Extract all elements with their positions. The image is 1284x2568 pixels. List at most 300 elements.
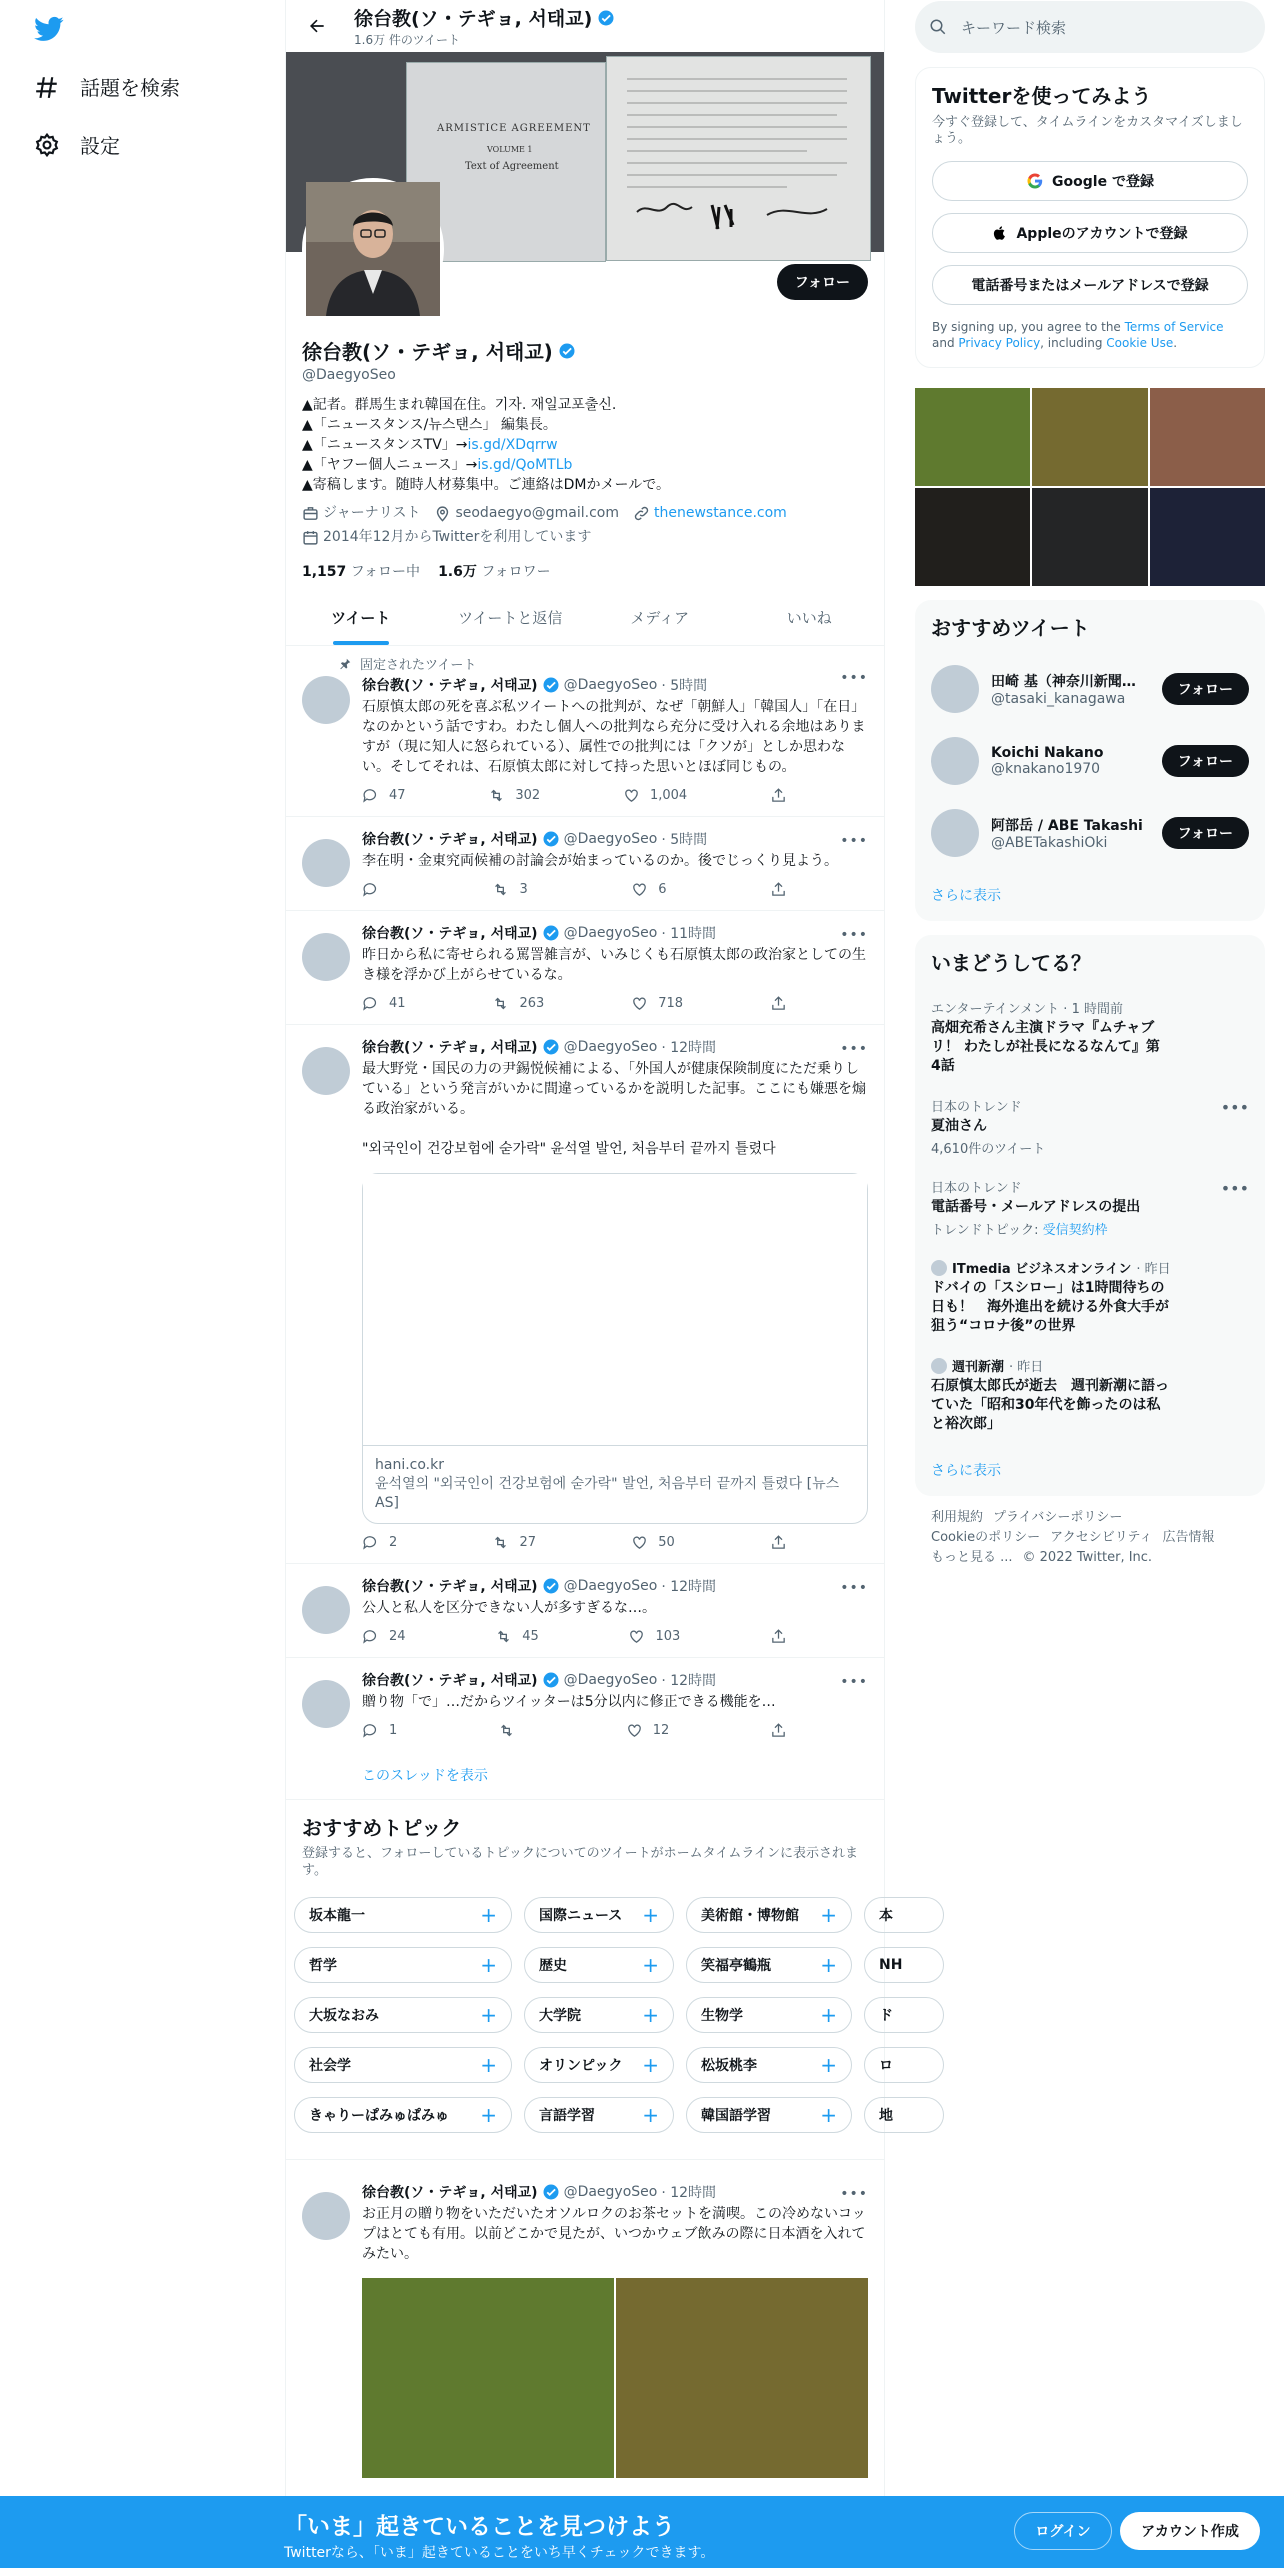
- trend-item[interactable]: [915, 1086, 1265, 1167]
- reply-count: 47: [389, 788, 406, 803]
- banner-signatures-image: [607, 57, 872, 262]
- follow-button[interactable]: フォロー: [777, 264, 868, 300]
- cookie-link[interactable]: Cookie Use: [1106, 336, 1174, 350]
- verified-badge-icon: [542, 1038, 560, 1056]
- plus-icon: +: [642, 2053, 659, 2077]
- topic-chip[interactable]: [686, 1997, 852, 2033]
- topic-chip[interactable]: [864, 2097, 944, 2133]
- footer-cookie-link[interactable]: Cookieのポリシー: [931, 1530, 1041, 1545]
- hashtag-icon: [34, 74, 60, 100]
- profile-joined: 2014年12月からTwitterを利用しています: [323, 529, 592, 545]
- user-avatar[interactable]: [931, 809, 979, 857]
- trends-show-more-link[interactable]: さらに表示: [931, 1463, 1001, 1479]
- apple-icon: [992, 224, 1008, 242]
- signup-legal: [932, 319, 1248, 351]
- topic-chip[interactable]: [524, 1947, 674, 1983]
- trend-item[interactable]: [915, 988, 1265, 1086]
- reply-button[interactable]: [362, 787, 406, 804]
- news-title: 石原慎太郎氏が逝去 週刊新潮に語っていた「昭和30年代を飾ったのは私と裕次郎」: [931, 1378, 1169, 1432]
- retweet-button[interactable]: [488, 787, 540, 804]
- source-avatar: [931, 1260, 947, 1276]
- user-avatar[interactable]: [931, 737, 979, 785]
- share-button[interactable]: [770, 787, 787, 804]
- news-time: · 昨日: [1009, 1360, 1044, 1375]
- profile-bio: [302, 395, 868, 495]
- follow-user-button[interactable]: フォロー: [1162, 817, 1249, 849]
- footer-copyright: © 2022 Twitter, Inc.: [1022, 1550, 1153, 1565]
- reply-button[interactable]: [362, 1534, 397, 1551]
- pinned-label: 固定されたツイート: [360, 658, 477, 673]
- gallery-image[interactable]: [915, 488, 1030, 586]
- link-card-image: [363, 1174, 867, 1446]
- tweet-author-handle: @DaegyoSeo: [563, 925, 658, 941]
- nav-explore-label: 話題を検索: [80, 76, 180, 100]
- tab-tweets-replies[interactable]: ツイートと返信: [458, 609, 563, 627]
- tweet-media-grid[interactable]: [362, 2278, 868, 2478]
- trends-panel: [915, 935, 1265, 1496]
- bio-yahoo-link[interactable]: is.gd/QoMTLb: [477, 457, 573, 473]
- profile-tabs: [286, 590, 884, 646]
- retweet-icon: [492, 881, 509, 898]
- topic-chip[interactable]: [524, 1897, 674, 1933]
- banner-doc-subtitle: Text of Agreement: [465, 161, 559, 172]
- tweet-author-name[interactable]: 徐台教(ソ・テギョ, 서태교): [362, 678, 538, 694]
- retweet-button[interactable]: [492, 881, 527, 898]
- topic-chip[interactable]: [864, 1947, 944, 1983]
- heart-icon: [623, 787, 640, 804]
- google-signup-label: Google で登録: [1052, 174, 1154, 190]
- banner-doc-volume: VOLUME 1: [487, 145, 533, 154]
- tweet-author-handle: @DaegyoSeo: [563, 1578, 658, 1594]
- topic-chip[interactable]: [294, 1947, 512, 1983]
- topic-label: 哲学: [309, 1958, 337, 1974]
- tweet-author-handle: @DaegyoSeo: [563, 1672, 658, 1688]
- tweet-actions: [362, 995, 787, 1012]
- reply-icon: [362, 1722, 379, 1739]
- suggested-user[interactable]: [915, 797, 1265, 869]
- topic-label: 松坂桃李: [701, 2058, 757, 2074]
- plus-icon: +: [642, 2103, 659, 2127]
- follow-user-button[interactable]: フォロー: [1162, 745, 1249, 777]
- tweet-avatar[interactable]: [302, 1680, 350, 1728]
- share-icon: [770, 995, 787, 1012]
- more-options-icon[interactable]: •••: [840, 670, 868, 686]
- gallery-image[interactable]: [1032, 488, 1147, 586]
- arrow-left-icon: [307, 16, 327, 36]
- share-icon: [770, 1722, 787, 1739]
- tweet-text: 石原慎太郎の死を喜ぶ私ツイートへの批判が、なぜ「朝鮮人」「韓国人」「在日」なのかという話ですわ。わたし個人への批判なら充分に受け入れる余地はありますが（現に知人に怒られている）、属性での批判には「クソが」としか思わない。そしてそれは、石原慎太郎に対して持った思いとほぼ同じもの。: [362, 699, 866, 775]
- tweet-item[interactable]: [286, 1658, 884, 1751]
- tweet-timeline: [286, 646, 903, 2490]
- tweet-time[interactable]: · 12時間: [661, 2185, 717, 2201]
- tweet-author-name[interactable]: 徐台教(ソ・テギョ, 서태교): [362, 1579, 538, 1595]
- reply-icon: [362, 995, 379, 1012]
- like-count: 1,004: [649, 788, 688, 803]
- verified-badge-icon: [542, 2183, 560, 2201]
- trends-title: いまどうしてる？: [931, 951, 1091, 975]
- plus-icon: +: [480, 2103, 497, 2127]
- back-button[interactable]: [300, 9, 334, 43]
- topic-chip[interactable]: [864, 1997, 944, 2033]
- retweet-icon: [492, 995, 509, 1012]
- topic-label: きゃりーぱみゅぱみゅ: [309, 2108, 449, 2124]
- google-signup-button[interactable]: [932, 161, 1248, 201]
- legal-text: , including: [1040, 336, 1107, 350]
- plus-icon: +: [820, 2053, 837, 2077]
- bio-line: ▲記者。群馬生まれ韓国在住。기자. 재일교포출신.: [302, 397, 617, 413]
- topic-chip[interactable]: [524, 2047, 674, 2083]
- tweet-item[interactable]: [286, 1564, 884, 1658]
- verified-badge-icon: [542, 676, 560, 694]
- profile-header-bar: [286, 0, 884, 52]
- tweet-author-handle: @DaegyoSeo: [563, 677, 658, 693]
- share-button[interactable]: [770, 995, 787, 1012]
- tweet-text: 贈り物「で」…だからツイッターは5分以内に修正できる機能を…: [362, 1694, 776, 1710]
- topic-label: 大学院: [539, 2008, 581, 2024]
- trend-topic-link[interactable]: 受信契約枠: [1042, 1223, 1108, 1238]
- tweet-avatar[interactable]: [302, 1586, 350, 1634]
- user-handle: @knakano1970: [991, 761, 1101, 777]
- apple-signup-label: Appleのアカウントで登録: [1016, 226, 1188, 242]
- more-options-icon[interactable]: •••: [1220, 1098, 1249, 1117]
- reply-icon: [362, 1628, 379, 1645]
- nav-explore[interactable]: [34, 72, 180, 101]
- retweet-button[interactable]: [495, 1628, 539, 1645]
- tweet-actions: [362, 787, 787, 804]
- bio-tv-link[interactable]: is.gd/XDqrrw: [467, 437, 558, 453]
- topic-chip[interactable]: [294, 1997, 512, 2033]
- trend-category: 日本のトレンド: [931, 1100, 1022, 1115]
- tweet-avatar[interactable]: [302, 933, 350, 981]
- retweet-count: 302: [515, 788, 541, 803]
- trend-title: 夏油さん: [931, 1118, 987, 1134]
- footer-ads-link[interactable]: 広告情報: [1162, 1530, 1215, 1545]
- signup-bottom-bar: [0, 2496, 1284, 2568]
- reply-button[interactable]: [362, 995, 406, 1012]
- tweet-actions: [362, 1722, 787, 1739]
- topic-chip[interactable]: [864, 1897, 944, 1933]
- briefcase-icon: [302, 505, 319, 522]
- tweet-author-handle: @DaegyoSeo: [563, 1039, 658, 1055]
- tweet-avatar[interactable]: [302, 1047, 350, 1095]
- signup-panel: [915, 67, 1265, 368]
- tab-media[interactable]: メディア: [630, 609, 690, 627]
- tweet-author-handle: @DaegyoSeo: [563, 2184, 658, 2200]
- follow-user-button[interactable]: フォロー: [1162, 673, 1249, 705]
- reply-count: 2: [389, 1535, 398, 1550]
- source-avatar: [931, 1358, 947, 1374]
- tweet-time[interactable]: · 5時間: [661, 832, 708, 848]
- share-icon: [770, 1628, 787, 1645]
- trend-category: 日本のトレンド: [931, 1181, 1022, 1196]
- topic-label: 韓国語学習: [701, 2108, 771, 2124]
- bio-line-tv: [302, 435, 868, 455]
- phone-email-signup-label: 電話番号またはメールアドレスで登録: [971, 278, 1209, 294]
- topic-label: 本: [879, 1908, 893, 1924]
- share-icon: [770, 787, 787, 804]
- tweet-item[interactable]: [286, 1025, 884, 1564]
- reply-button[interactable]: [362, 881, 389, 898]
- user-handle: @tasaki_kanagawa: [991, 691, 1126, 707]
- share-button[interactable]: [770, 1628, 787, 1645]
- topic-label: ド: [879, 2008, 893, 2024]
- reply-count: 24: [389, 1629, 406, 1644]
- show-thread-link[interactable]: このスレッドを表示: [286, 1751, 884, 1800]
- trend-topic-prefix: トレンドトピック:: [931, 1223, 1043, 1238]
- news-source: 週刊新潮: [952, 1360, 1005, 1375]
- tweet-time[interactable]: · 5時間: [661, 678, 708, 694]
- more-options-icon[interactable]: •••: [1220, 1179, 1249, 1198]
- retweet-button[interactable]: [492, 995, 544, 1012]
- gallery-image[interactable]: [1032, 388, 1147, 486]
- tweet-avatar[interactable]: [302, 839, 350, 887]
- like-button[interactable]: [631, 1534, 675, 1551]
- news-item[interactable]: [915, 1346, 1265, 1444]
- tweet-avatar[interactable]: [302, 2192, 350, 2240]
- reply-count: 1: [389, 1723, 398, 1738]
- followers-count[interactable]: [438, 561, 551, 581]
- plus-icon: +: [820, 1903, 837, 1927]
- user-handle: @ABETakashiOki: [991, 835, 1108, 851]
- profile-handle: @DaegyoSeo: [302, 367, 396, 383]
- signup-title: Twitterを使ってみよう: [932, 84, 1152, 108]
- avatar-photo: [306, 182, 440, 316]
- tweet-text: 公人と私人を区分できない人が多すぎるな…。: [362, 1600, 656, 1616]
- like-button[interactable]: [628, 1628, 680, 1645]
- bio-line: ▲「ニュースタンス/뉴스탠스」 編集長。: [302, 417, 557, 433]
- tweet-text: 李在明・金東究両候補の討論会が始まっているのか。後でじっくり見よう。: [362, 853, 838, 869]
- reply-button[interactable]: [362, 1628, 406, 1645]
- tweet-author-name[interactable]: 徐台教(ソ・テギョ, 서태교): [362, 2185, 538, 2201]
- who-show-more-link[interactable]: さらに表示: [931, 888, 1001, 904]
- retweet-button[interactable]: [492, 1534, 536, 1551]
- heart-icon: [626, 1722, 643, 1739]
- more-options-icon[interactable]: •••: [840, 833, 868, 849]
- topic-chip[interactable]: [686, 1897, 852, 1933]
- profile-job: ジャーナリスト: [323, 505, 421, 521]
- tweet-item[interactable]: [286, 646, 884, 817]
- topic-label: 国際ニュース: [539, 1908, 623, 1924]
- banner-doc-title: ARMISTICE AGREEMENT: [437, 123, 591, 134]
- tweet-time[interactable]: · 12時間: [661, 1579, 717, 1595]
- verified-badge-icon: [542, 924, 560, 942]
- tweet-media-image[interactable]: [616, 2278, 868, 2478]
- more-options-icon[interactable]: •••: [840, 1674, 868, 1690]
- topic-label: 大坂なおみ: [309, 2008, 379, 2024]
- gallery-image[interactable]: [1150, 388, 1265, 486]
- plus-icon: +: [820, 2103, 837, 2127]
- tweet-time[interactable]: · 11時間: [661, 926, 717, 942]
- tweet-time[interactable]: · 12時間: [661, 1040, 717, 1056]
- like-count: 718: [658, 996, 684, 1011]
- footer-terms-link[interactable]: 利用規約: [931, 1510, 984, 1525]
- main-column: [285, 0, 903, 2568]
- tweet-item[interactable]: [286, 911, 884, 1025]
- retweet-count: 3: [519, 882, 528, 897]
- signup-button[interactable]: アカウント作成: [1120, 2512, 1260, 2550]
- retweet-icon: [488, 787, 505, 804]
- bio-tv-prefix: ▲「ニュースタンスTV」→: [302, 437, 468, 453]
- link-icon: [633, 505, 650, 522]
- topic-label: 笑福亭鶴瓶: [701, 1958, 771, 1974]
- followers-number: 1.6万: [438, 564, 477, 580]
- verified-badge-icon: [558, 342, 576, 360]
- topic-label: NH: [879, 1957, 903, 1973]
- search-input[interactable]: [915, 1, 1265, 53]
- verified-badge-icon: [597, 9, 615, 27]
- sidebar-footer: [915, 1496, 1265, 1580]
- topic-label: 美術館・博物館: [701, 1908, 799, 1924]
- location-pin-icon: [434, 505, 451, 522]
- topic-chip[interactable]: [294, 1897, 512, 1933]
- trend-item[interactable]: [915, 1167, 1265, 1248]
- more-options-icon[interactable]: •••: [840, 2186, 868, 2202]
- apple-signup-button[interactable]: [932, 213, 1248, 253]
- topic-chip[interactable]: [524, 1997, 674, 2033]
- tweet-text: 最大野党・国民の力の尹錫悦候補による、「外国人が健康保険制度にただ乗りしている」という発言がいかに間違っているかを説明した記事。ここにも嫌悪を煽る政治家がいる。 "외국인이 건강보험에 숟가락" 윤석열 발언, 처음부터 끝까지 틀렸다: [362, 1061, 866, 1157]
- more-options-icon[interactable]: •••: [840, 1580, 868, 1596]
- topic-label: 社会学: [309, 2058, 351, 2074]
- footer-privacy-link[interactable]: プライバシーポリシー: [993, 1510, 1123, 1525]
- tweet-author-name[interactable]: 徐台教(ソ・テギョ, 서태교): [362, 926, 538, 942]
- like-button[interactable]: [631, 881, 666, 898]
- share-button[interactable]: [770, 881, 787, 898]
- tweet-actions: [362, 1534, 787, 1551]
- news-item[interactable]: [915, 1248, 1265, 1346]
- topic-chip[interactable]: [686, 2047, 852, 2083]
- news-title: ドバイの「スシロー」は1時間待ちの日も！ 海外進出を続ける外食大手が狙う“コロナ後”の世界: [931, 1280, 1169, 1334]
- retweet-count: 45: [522, 1629, 539, 1644]
- plus-icon: +: [480, 2053, 497, 2077]
- verified-badge-icon: [542, 830, 560, 848]
- terms-link[interactable]: Terms of Service: [1124, 320, 1224, 334]
- profile-url-link[interactable]: thenewstance.com: [653, 505, 787, 521]
- profile-name: 徐台教(ソ・テギョ, 서태교): [302, 340, 553, 364]
- topic-label: 言語学習: [539, 2108, 595, 2124]
- topic-label: 歴史: [539, 1958, 567, 1974]
- like-button[interactable]: [623, 787, 687, 804]
- trend-title: 高畑充希さん主演ドラマ『ムチャブリ！ わたしが社長になるなんて』第4話: [931, 1020, 1160, 1074]
- topic-chip[interactable]: [686, 2097, 852, 2133]
- plus-icon: +: [642, 1903, 659, 1927]
- tweet-author-name[interactable]: 徐台教(ソ・テギョ, 서태교): [362, 832, 538, 848]
- tweet-author-name[interactable]: 徐台教(ソ・テギョ, 서태교): [362, 1673, 538, 1689]
- profile-avatar[interactable]: [302, 178, 444, 320]
- topic-chip[interactable]: [686, 1947, 852, 1983]
- recommended-topics: [286, 1800, 903, 2160]
- share-button[interactable]: [770, 1534, 787, 1551]
- topic-chip[interactable]: [294, 2047, 512, 2083]
- like-button[interactable]: [631, 995, 683, 1012]
- plus-icon: +: [820, 1953, 837, 1977]
- suggested-user[interactable]: [915, 653, 1265, 725]
- tweet-media-image[interactable]: [362, 2278, 614, 2478]
- retweet-count: 27: [519, 1535, 537, 1550]
- more-options-icon[interactable]: •••: [840, 1041, 868, 1057]
- like-count: 6: [658, 882, 667, 897]
- heart-icon: [628, 1628, 645, 1645]
- legal-text: .: [1173, 336, 1178, 350]
- followers-label: フォロワー: [481, 564, 551, 580]
- header-tweet-count: 1.6万 件のツイート: [354, 33, 461, 47]
- user-name: 田崎 基（神奈川新聞…: [991, 674, 1136, 690]
- gallery-image[interactable]: [1150, 488, 1265, 586]
- suggested-user[interactable]: [915, 725, 1265, 797]
- tweet-item[interactable]: [286, 2160, 884, 2490]
- trend-count: 4,610件のツイート: [931, 1142, 1046, 1157]
- following-label: フォロー中: [350, 564, 421, 580]
- tweet-actions: [362, 1628, 787, 1645]
- topic-chip[interactable]: [864, 2047, 944, 2083]
- who-to-follow-panel: [915, 600, 1265, 921]
- right-sidebar: [915, 0, 1265, 1580]
- plus-icon: +: [480, 1953, 497, 1977]
- following-count[interactable]: [302, 561, 420, 581]
- reply-button[interactable]: [362, 1722, 397, 1739]
- more-options-icon[interactable]: •••: [840, 927, 868, 943]
- plus-icon: +: [642, 2003, 659, 2027]
- user-avatar[interactable]: [931, 665, 979, 713]
- heart-icon: [631, 995, 648, 1012]
- topic-chips: [294, 1897, 903, 2133]
- like-count: 12: [652, 1723, 670, 1738]
- tweet-avatar[interactable]: [302, 676, 350, 724]
- bottom-bar-subtitle: Twitterなら、「いま」起きていることをいち早くチェックできます。: [284, 2545, 715, 2561]
- plus-icon: +: [480, 2003, 497, 2027]
- profile-info: [302, 336, 868, 581]
- retweet-icon: [492, 1534, 509, 1551]
- like-button[interactable]: [626, 1722, 670, 1739]
- tab-tweets[interactable]: ツイート: [286, 590, 436, 645]
- topic-label: オリンピック: [539, 2058, 623, 2074]
- link-card-title: 윤석열의 "외국인이 건강보험에 숟가락" 발언, 처음부터 끝까지 틀렸다 [뉴스AS]: [375, 1476, 840, 1511]
- tweet-author-handle: @DaegyoSeo: [563, 831, 658, 847]
- bio-yahoo-prefix: ▲「ヤフー個人ニュース」→: [302, 457, 478, 473]
- topic-label: 地: [879, 2108, 893, 2124]
- reply-icon: [362, 881, 379, 898]
- profile-meta: [302, 503, 868, 547]
- topic-label: 坂本龍一: [309, 1908, 365, 1924]
- who-to-follow-title: おすすめツイート: [931, 616, 1090, 640]
- nav-settings[interactable]: [34, 130, 120, 159]
- topic-chip[interactable]: [294, 2097, 512, 2133]
- share-button[interactable]: [770, 1722, 787, 1739]
- tweet-author-name[interactable]: 徐台教(ソ・テギョ, 서태교): [362, 1040, 538, 1056]
- link-card-domain: hani.co.kr: [375, 1457, 444, 1473]
- reply-icon: [362, 787, 379, 804]
- privacy-link[interactable]: Privacy Policy: [958, 336, 1041, 350]
- user-name: 阿部岳 / ABE Takashi: [991, 818, 1143, 834]
- twitter-logo-icon[interactable]: [34, 14, 64, 44]
- footer-accessibility-link[interactable]: アクセシビリティ: [1050, 1530, 1153, 1545]
- gallery-image[interactable]: [915, 388, 1030, 486]
- tab-likes[interactable]: いいね: [786, 609, 832, 627]
- profile-counts: [302, 561, 868, 581]
- heart-icon: [631, 881, 648, 898]
- retweet-button[interactable]: [498, 1722, 525, 1739]
- topic-chip[interactable]: [524, 2097, 674, 2133]
- bio-line: ▲寄稿します。随時人材募集中。ご連絡はDMかメールで。: [302, 477, 670, 493]
- login-button[interactable]: ログイン: [1014, 2512, 1112, 2550]
- phone-email-signup-button[interactable]: [932, 265, 1248, 305]
- footer-more-link[interactable]: もっと見る ...: [931, 1550, 1013, 1565]
- user-name: Koichi Nakano: [991, 745, 1104, 761]
- tweet-item[interactable]: [286, 817, 884, 911]
- trend-title: 電話番号・メールアドレスの提出: [931, 1199, 1141, 1215]
- tweet-time[interactable]: · 12時間: [661, 1673, 717, 1689]
- following-number: 1,157: [302, 564, 347, 580]
- link-card[interactable]: [362, 1173, 868, 1524]
